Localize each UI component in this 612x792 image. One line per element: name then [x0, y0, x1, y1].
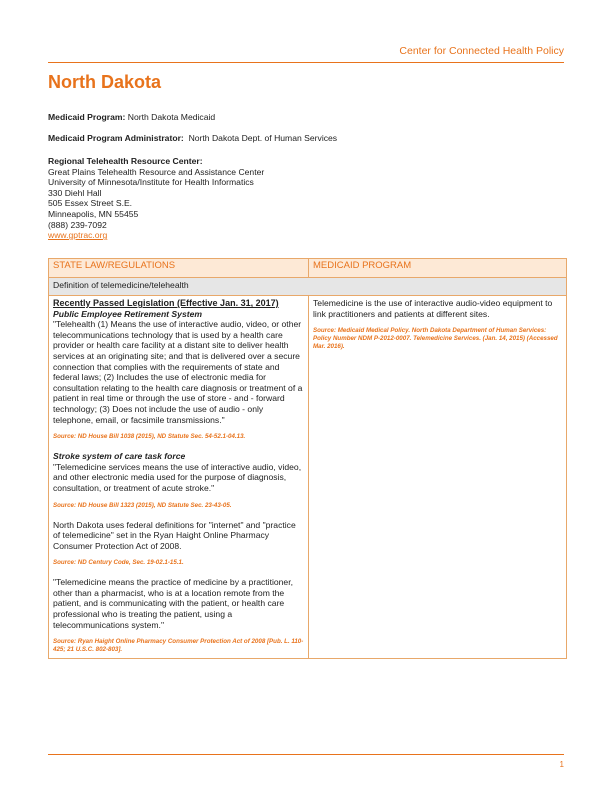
federal-definitions-text: North Dakota uses federal definitions for "internet" and "practice of telemedicine" set in the Ryan Haight Online Pharmacy Consumer Protection Act of 2008. — [53, 519, 296, 551]
telehealth-definition-text: "Telehealth (1) Means the use of interactive audio, video, or other telecommunications technology that is used by a health care provider or health care facility at a distant site to deliver health services at an originating site; and that is delivered over a secure connection that complies with the requirements of state and federal laws; (2) Includes the use of electronic media for consultation relating to the health care diagnosis or treatment of a patient in real time or through the use of store - and - forward technology; (3) Does not include the use of audio - only telephone, email, or facsimile transmissions." — [53, 319, 303, 425]
medicaid-program-line — [48, 112, 215, 122]
medicaid-program-label: Medicaid Program: — [48, 112, 126, 122]
header-organization: Center for Connected Health Policy — [399, 45, 564, 57]
policy-table — [48, 258, 567, 659]
header-divider — [48, 62, 564, 63]
column-header-state-law: STATE LAW/REGULATIONS — [49, 259, 309, 278]
medicaid-cell — [309, 296, 567, 659]
source-citation: Source: ND House Bill 1323 (2015), ND Statute Sec. 23-43-05. — [53, 501, 232, 509]
rtrc-website-link[interactable]: www.gptrac.org — [48, 230, 108, 241]
footer-divider — [48, 754, 564, 755]
column-header-medicaid: MEDICAID PROGRAM — [309, 259, 567, 278]
medicaid-admin-label: Medicaid Program Administrator: — [48, 133, 184, 143]
legislation-heading: Recently Passed Legislation (Effective Jan. 31, 2017) — [53, 298, 279, 308]
medicaid-admin-value: North Dakota Dept. of Human Services — [188, 133, 338, 143]
source-citation: Source: Medicaid Medical Policy. North Dakota Department of Human Services: Policy Number NDM P-2012-0007. Telemedicine Services. (Jan. 14, 2015) (Accessed Mar. 2016). — [313, 327, 558, 351]
medicaid-definition-text: Telemedicine is the use of interactive audio-video equipment to link practitioners and patients at different sites. — [313, 298, 553, 319]
source-citation: Source: Ryan Haight Online Pharmacy Consumer Protection Act of 2008 [Pub. L. 110-425; 21 U.S.C. 802-803]. — [53, 638, 304, 654]
rtrc-line: University of Minnesota/Institute for Health Informatics — [48, 177, 254, 188]
source-citation: Source: ND House Bill 1038 (2015), ND Statute Sec. 54-52.1-04.13. — [53, 433, 246, 441]
page-title: North Dakota — [48, 72, 162, 92]
rtrc-line: 330 Diehl Hall — [48, 187, 102, 198]
rtrc-line: Great Plains Telehealth Resource and Assistance Center — [48, 166, 265, 177]
subheading-stroke: Stroke system of care task force — [53, 451, 186, 462]
ryan-haight-definition-text: "Telemedicine means the practice of medicine by a practitioner, other than a pharmacist, who is at a location remote from the patient, and is communicating with the patient, or health care professional who is treating the patient, using a telecommunications system." — [53, 577, 293, 630]
rtrc-line: (888) 239-7092 — [48, 219, 107, 230]
subheading-pers: Public Employee Retirement System — [53, 308, 203, 319]
rtrc-block — [48, 156, 264, 241]
rtrc-label: Regional Telehealth Resource Center: — [48, 156, 203, 166]
page-number: 1 — [559, 760, 564, 769]
medicaid-admin-line — [48, 133, 337, 143]
rtrc-line: 505 Essex Street S.E. — [48, 198, 133, 209]
state-law-cell — [49, 296, 309, 659]
rtrc-line: Minneapolis, MN 55455 — [48, 208, 139, 219]
source-citation: Source: ND Century Code, Sec. 19-02.1-15.1. — [53, 559, 184, 567]
stroke-definition-text: "Telemedicine services means the use of interactive audio, video, and other electronic media used for the purpose of diagnosis, consultation, or treatment of acute stroke." — [53, 461, 302, 493]
medicaid-program-value: North Dakota Medicaid — [127, 112, 216, 122]
section-row-definition: Definition of telemedicine/telehealth — [49, 278, 567, 296]
